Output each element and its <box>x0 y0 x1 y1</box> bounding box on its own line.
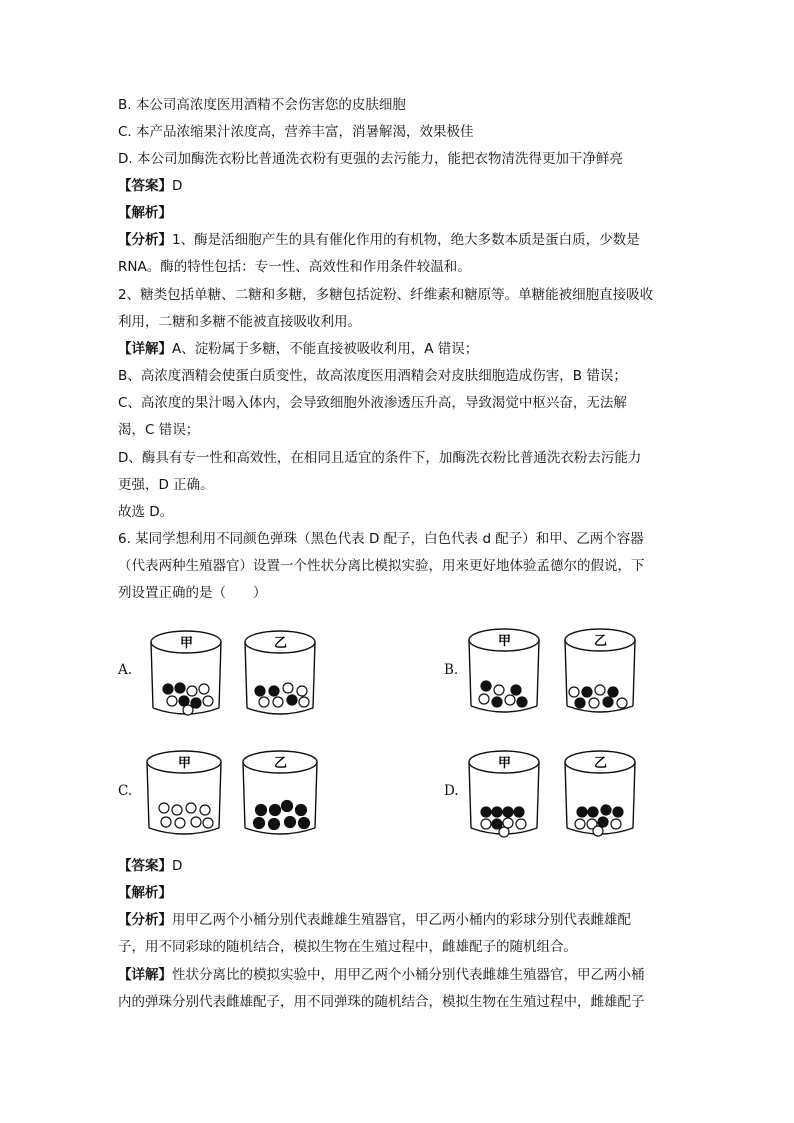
container-label-yi: 乙 <box>274 636 288 651</box>
line-16: 故选 D。 <box>118 504 174 520</box>
container-label-jia: 甲 <box>178 756 192 771</box>
marbles-jia <box>159 803 213 828</box>
line2-5: 【详解】性状分离比的模拟实验中，用甲乙两个小桶分别代表雌雄生殖器官，甲乙两小桶 <box>118 967 645 983</box>
line-9: 利用，二糖和多糖不能被直接吸收利用。 <box>118 314 361 330</box>
line-6: 【分析】1、酶是活细胞产生的具有催化作用的有机物，绝大多数本质是蛋白质，少数是 <box>118 232 640 248</box>
marbles-jia <box>163 683 213 715</box>
container-label-jia: 甲 <box>498 634 512 649</box>
line-2: C. 本产品浓缩果汁浓度高，营养丰富，消暑解渴，效果极佳 <box>118 124 474 140</box>
marbles-yi <box>254 801 310 830</box>
question-6-line-2: （代表两种生殖器官）设置一个性状分离比模拟实验，用来更好地体验孟德尔的假说，下 <box>118 558 645 574</box>
marbles-jia <box>479 681 527 707</box>
line-3: D. 本公司加酶洗衣粉比普通洗衣粉有更强的去污能力，能把衣物清洗得更加干净鲜亮 <box>118 151 623 167</box>
line-12: C、高浓度的果汁喝入体内，会导致细胞外液渗透压升高，导致渴觉中枢兴奋，无法解 <box>118 395 627 411</box>
option-d-figure <box>466 744 646 840</box>
line-13: 渴，C 错误； <box>118 422 200 438</box>
line-11: B、高浓度酒精会使蛋白质变性，故高浓度医用酒精会对皮肤细胞造成伤害，B 错误； <box>118 368 627 384</box>
line-15: 更强，D 正确。 <box>118 477 214 493</box>
container-label-jia: 甲 <box>498 756 512 771</box>
option-b-figure <box>466 622 646 718</box>
line-1: B. 本公司高浓度医用酒精不会伤害您的皮肤细胞 <box>118 97 406 113</box>
answer-line-2: 【答案】D <box>118 858 183 874</box>
option-a-label: A. <box>118 662 133 678</box>
question-6-line-3: 列设置正确的是（ ） <box>118 585 267 601</box>
line2-6: 内的弹珠分别代表雌雄配子，用不同弹珠的随机结合，模拟生物在生殖过程中，雌雄配子 <box>118 994 645 1010</box>
container-label-jia: 甲 <box>180 636 194 651</box>
line-14: D、酶具有专一性和高效性，在相同且适宜的条件下，加酶洗衣粉比普通洗衣粉去污能力 <box>118 450 642 466</box>
question-6-line-1: 6. 某同学想利用不同颜色弹珠（黑色代表 D 配子，白色代表 d 配子）和甲、乙两个容器 <box>118 531 644 547</box>
container-label-yi: 乙 <box>594 634 608 649</box>
option-c-label: C. <box>118 783 133 799</box>
container-label-yi: 乙 <box>274 756 288 771</box>
option-d-label: D. <box>444 783 459 799</box>
option-b-label: B. <box>444 662 459 678</box>
marbles-yi <box>255 683 309 707</box>
analysis-heading: 【解析】 <box>118 205 172 221</box>
marbles-yi <box>569 685 627 708</box>
line-8: 2、糖类包括单糖、二糖和多糖，多糖包括淀粉、纤维素和糖原等。单糖能被细胞直接吸收 <box>118 287 654 303</box>
container-label-yi: 乙 <box>594 756 608 771</box>
line2-3: 【分析】用甲乙两个小桶分别代表雌雄生殖器官，甲乙两小桶内的彩球分别代表雌雄配 <box>118 912 631 928</box>
line-10: 【详解】A、淀粉属于多糖，不能直接被吸收利用，A 错误； <box>118 341 479 357</box>
marbles-yi <box>575 805 623 836</box>
option-a-figure <box>148 624 328 720</box>
option-c-figure <box>144 744 328 840</box>
answer-line: 【答案】D <box>118 178 183 194</box>
line-7: RNA。酶的特性包括：专一性、高效性和作用条件较温和。 <box>118 259 471 275</box>
analysis-heading-2: 【解析】 <box>118 885 172 901</box>
line2-4: 子，用不同彩球的随机结合，模拟生物在生殖过程中，雌雄配子的随机组合。 <box>118 939 577 955</box>
